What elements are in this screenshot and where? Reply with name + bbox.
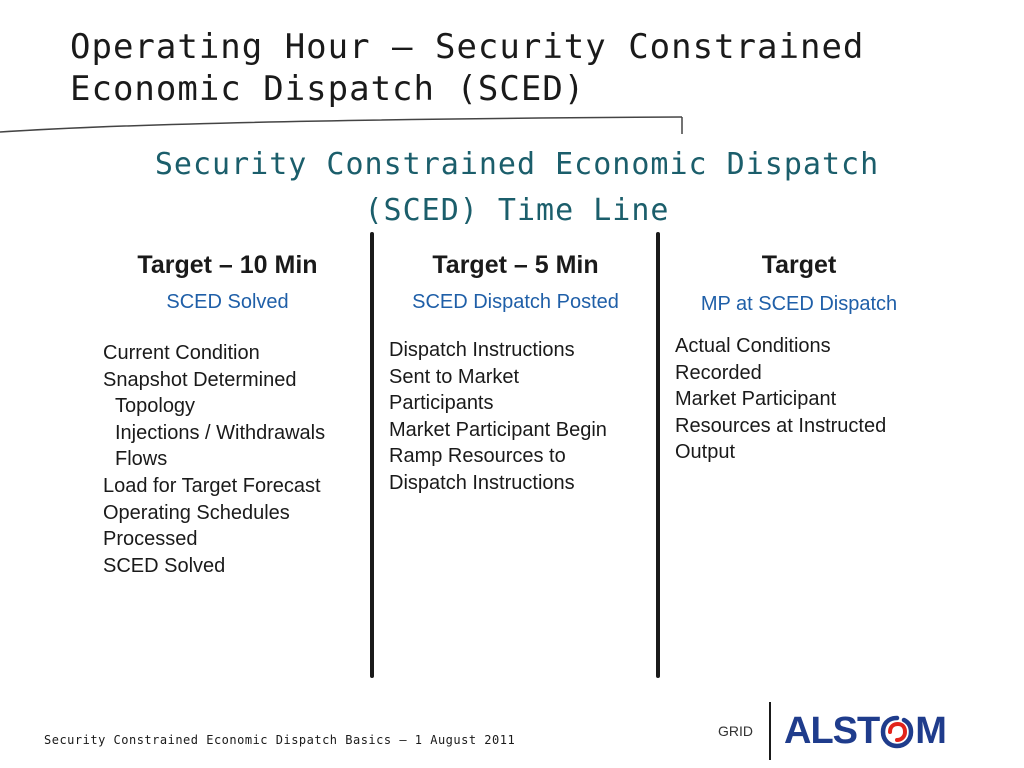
list-item: SCED Solved — [103, 554, 226, 577]
slide-title — [70, 26, 990, 110]
list-item: Resources at Instructed — [675, 414, 887, 437]
list-item: Dispatch Instructions — [389, 339, 575, 361]
column-subheading: SCED Solved — [166, 291, 289, 313]
list-item: Topology — [115, 395, 196, 418]
column-heading: Target – 10 Min — [137, 251, 318, 279]
slide-title-line-2: Economic Dispatch (SCED) — [70, 69, 586, 109]
alstom-swirl-o-icon — [880, 712, 914, 752]
slide-title-line-1: Operating Hour – Security Constrained — [70, 27, 865, 67]
alstom-logo — [784, 710, 946, 753]
list-item: Market Participant Begin — [389, 418, 607, 441]
list-item: Ramp Resources to — [389, 445, 566, 468]
column-subheading: MP at SCED Dispatch — [700, 293, 898, 315]
list-item: Actual Conditions — [675, 335, 831, 357]
column-heading: Target – 5 Min — [432, 251, 599, 279]
timeline-column-target-5-min — [388, 250, 643, 497]
list-item: Flows — [115, 448, 168, 471]
list-item: Sent to Market — [389, 365, 520, 388]
list-item: Current Condition — [103, 342, 260, 364]
list-item: Market Participant — [675, 388, 837, 411]
logo-text-left: ALST — [784, 710, 880, 752]
subtitle-line-1: Security Constrained Economic Dispatch — [154, 147, 880, 182]
list-item: Dispatch Instructions — [389, 471, 575, 494]
list-item: Operating Schedules — [103, 501, 290, 524]
list-item: Processed — [103, 528, 198, 551]
timeline-divider-1 — [370, 232, 374, 678]
column-heading: Target — [761, 251, 837, 279]
list-item: Participants — [389, 392, 494, 415]
timeline-column-target-10-min — [100, 250, 355, 579]
footer-caption: Security Constrained Economic Dispatch Basics – 1 August 2011 — [44, 733, 516, 747]
column-items — [388, 337, 643, 497]
title-underline-rule — [0, 110, 700, 136]
column-items — [674, 333, 924, 466]
slide-subtitle — [60, 142, 974, 234]
subtitle-line-2: (SCED) Time Line — [364, 193, 670, 228]
list-item: Load for Target Forecast — [103, 474, 321, 497]
list-item: Recorded — [675, 361, 762, 384]
list-item: Snapshot Determined — [103, 368, 297, 391]
footer-grid-label: GRID — [718, 723, 753, 739]
column-items — [100, 340, 355, 579]
column-subheading: SCED Dispatch Posted — [412, 291, 619, 313]
timeline-divider-2 — [656, 232, 660, 678]
list-item: Output — [675, 441, 736, 464]
footer-separator — [769, 702, 771, 760]
timeline-column-target — [674, 250, 924, 466]
logo-text-right: M — [915, 710, 946, 752]
list-item: Injections / Withdrawals — [115, 421, 326, 444]
